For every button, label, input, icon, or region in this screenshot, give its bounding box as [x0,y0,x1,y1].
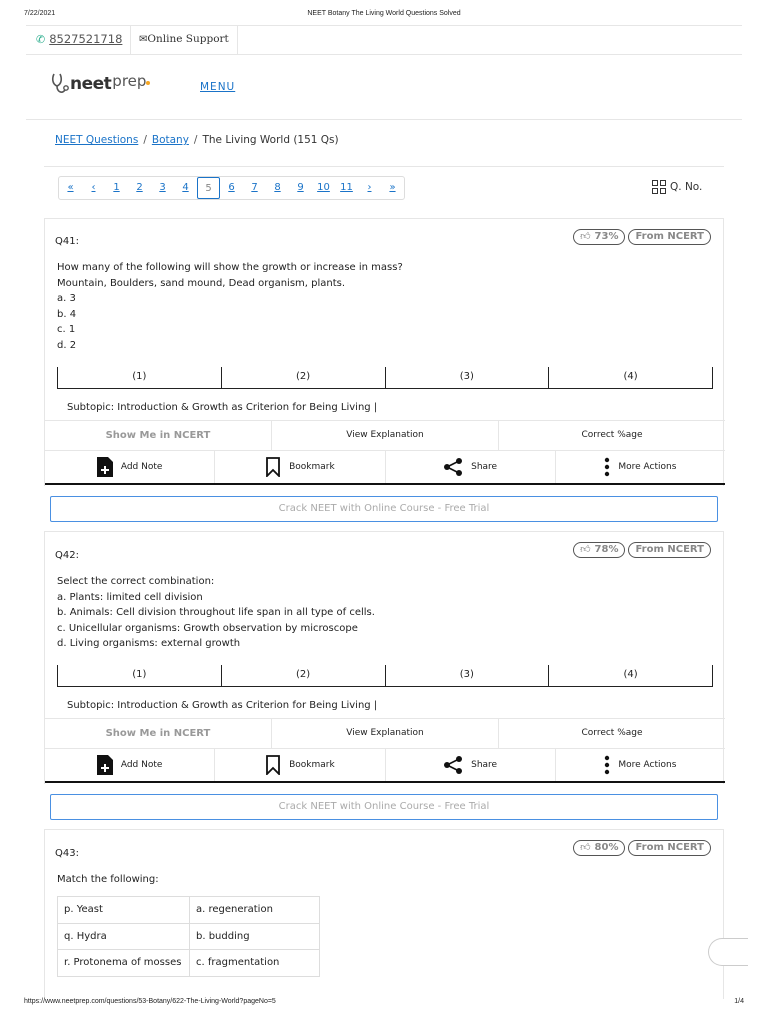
option-3[interactable]: (3) [385,665,549,686]
contact-bar [26,25,742,55]
subtopic: Subtopic: Introduction & Growth as Criterion for Being Living | [67,700,378,711]
envelope-icon: ✉ [139,34,148,45]
free-trial-banner[interactable]: Crack NEET with Online Course - Free Trial [50,496,718,522]
accuracy-value: 78% [594,544,619,555]
question-actions-row [45,718,725,749]
option-2[interactable]: (2) [221,665,385,686]
more-actions-label: More Actions [618,760,677,770]
grid-icon [652,180,666,194]
breadcrumb-neet-questions[interactable]: NEET Questions [55,134,139,146]
bookmark-icon [265,755,281,775]
accuracy-badge [573,229,625,245]
more-vertical-icon [604,755,610,775]
site-header [26,66,742,120]
logo-word-prep: prep [112,72,147,90]
add-note-label: Add Note [120,760,163,770]
answer-options [57,367,713,389]
print-url: https://www.neetprep.com/questions/53-Botany/622-The-Living-World?pageNo=5 [24,998,276,1005]
more-actions-button[interactable] [555,451,725,483]
chat-widget-tab[interactable] [708,938,748,966]
print-title: NEET Botany The Living World Questions Solved [307,10,461,17]
page-first[interactable]: « [67,182,74,193]
bookmark-button[interactable] [214,749,384,781]
table-row [58,897,320,924]
table-cell: q. Hydra [58,923,190,950]
print-footer [24,998,744,1010]
phone-number[interactable]: 8527521718 [49,32,123,46]
question-line: a. Plants: limited cell division [57,591,203,603]
page-11[interactable]: 11 [340,182,353,193]
view-explanation-button[interactable]: View Explanation [271,719,498,748]
question-text [57,260,403,353]
online-support-link[interactable] [130,26,238,55]
from-ncert-badge: From NCERT [628,542,711,558]
print-page-number: 1/4 [734,998,744,1005]
breadcrumb-separator: / [143,134,147,146]
share-button[interactable] [385,749,555,781]
page-2[interactable]: 2 [136,182,143,193]
option-1[interactable]: (1) [132,371,147,382]
accuracy-badge [573,840,625,856]
phone-icon: ✆ [36,32,46,46]
answer-options [57,665,713,687]
stethoscope-icon [50,72,70,96]
question-tools-row [45,749,725,783]
question-line: How many of the following will show the growth or increase in mass? [57,262,403,273]
accuracy-value: 73% [594,231,619,242]
table-row [58,950,320,977]
share-button[interactable] [385,451,555,483]
page-4[interactable]: 4 [182,182,189,193]
thumbs-up-icon: 👍︎ [580,544,591,555]
bookmark-label: Bookmark [289,760,335,770]
match-table [57,896,320,977]
page-7[interactable]: 7 [251,182,258,193]
breadcrumb-separator: / [193,134,198,146]
add-note-button[interactable] [45,749,214,781]
qno-label: Q. No. [670,181,703,193]
question-line: Mountain, Boulders, sand mound, Dead organism, plants. [57,277,346,289]
correct-percentage-button[interactable]: Correct %age [498,719,725,748]
share-icon [443,458,463,476]
from-ncert-badge: From NCERT [628,229,711,245]
phone-link[interactable] [36,32,122,46]
from-ncert-badge: From NCERT [628,840,711,856]
question-number: Q42: [55,550,79,561]
page-8[interactable]: 8 [274,182,281,193]
share-icon [443,756,463,774]
question-line: Match the following: [57,874,159,885]
table-row [58,923,320,950]
breadcrumb [55,134,339,146]
table-cell: r. Protonema of mosses [58,950,190,977]
show-ncert-button[interactable]: Show Me in NCERT [105,728,211,739]
page-1[interactable]: 1 [113,182,120,193]
pagination [58,176,405,200]
question-line: Select the correct combination: [57,576,215,587]
question-line: c. Unicellular organisms: Growth observation by microscope [57,622,358,634]
page-next[interactable]: › [367,182,372,193]
neetprep-logo[interactable] [50,72,150,96]
breadcrumb-current: The Living World (151 Qs) [202,134,339,146]
table-cell: p. Yeast [58,897,190,924]
question-text [57,872,159,888]
more-vertical-icon [604,457,610,477]
share-label: Share [471,760,498,770]
option-4[interactable]: (4) [548,665,712,686]
correct-percentage-button[interactable]: Correct %age [498,421,725,450]
option-4[interactable]: (4) [548,367,712,388]
bookmark-button[interactable] [214,451,384,483]
subtopic: Subtopic: Introduction & Growth as Criterion for Being Living | [67,402,378,413]
question-number: Q41: [55,236,79,247]
page-last[interactable]: » [389,182,396,193]
question-line: b. 4 [57,308,77,320]
page-6[interactable]: 6 [228,182,235,193]
question-line: c. 1 [57,324,76,335]
more-actions-label: More Actions [618,462,677,472]
question-tools-row [45,451,725,485]
add-note-icon [97,457,113,477]
more-actions-button[interactable] [555,749,725,781]
menu-link[interactable]: MENU [200,81,236,93]
question-number: Q43: [55,848,79,859]
show-ncert-button[interactable]: Show Me in NCERT [105,430,211,441]
page-5-current[interactable]: 5 [197,177,220,199]
option-2[interactable]: (2) [221,367,385,388]
free-trial-banner[interactable]: Crack NEET with Online Course - Free Trial [50,794,718,820]
view-explanation-button[interactable]: View Explanation [271,421,498,450]
print-header [24,10,744,22]
print-date: 7/22/2021 [24,10,56,17]
question-actions-row [45,420,725,451]
question-card [44,218,724,486]
question-card [44,531,724,784]
breadcrumb-botany[interactable]: Botany [151,134,189,146]
logo-dot [146,81,150,85]
add-note-label: Add Note [120,462,163,472]
accuracy-badge [573,542,625,558]
table-cell: a. regeneration [190,897,320,924]
share-label: Share [471,462,498,472]
table-cell: b. budding [190,923,320,950]
accuracy-value: 80% [594,842,619,853]
page-3[interactable]: 3 [159,182,166,193]
bookmark-icon [265,457,281,477]
option-3[interactable]: (3) [385,367,549,388]
question-line: d. 2 [57,339,77,351]
page-10[interactable]: 10 [317,182,330,193]
question-line: d. Living organisms: external growth [57,638,241,649]
question-line: a. 3 [57,293,76,304]
add-note-button[interactable] [45,451,214,483]
logo-word-neet: neet [70,74,112,94]
question-text [57,574,375,652]
divider [44,166,724,167]
table-cell: c. fragmentation [190,950,320,977]
online-support-label: Online Support [147,33,229,45]
thumbs-up-icon: 👍︎ [580,231,591,242]
question-line: b. Animals: Cell division throughout life span in all type of cells. [57,607,375,618]
question-number-toggle[interactable] [652,180,702,194]
page-prev[interactable]: ‹ [91,182,96,193]
thumbs-up-icon: 👍︎ [580,842,591,853]
page-9[interactable]: 9 [297,182,304,193]
add-note-icon [97,755,113,775]
bookmark-label: Bookmark [289,462,335,472]
option-1[interactable]: (1) [132,669,147,680]
